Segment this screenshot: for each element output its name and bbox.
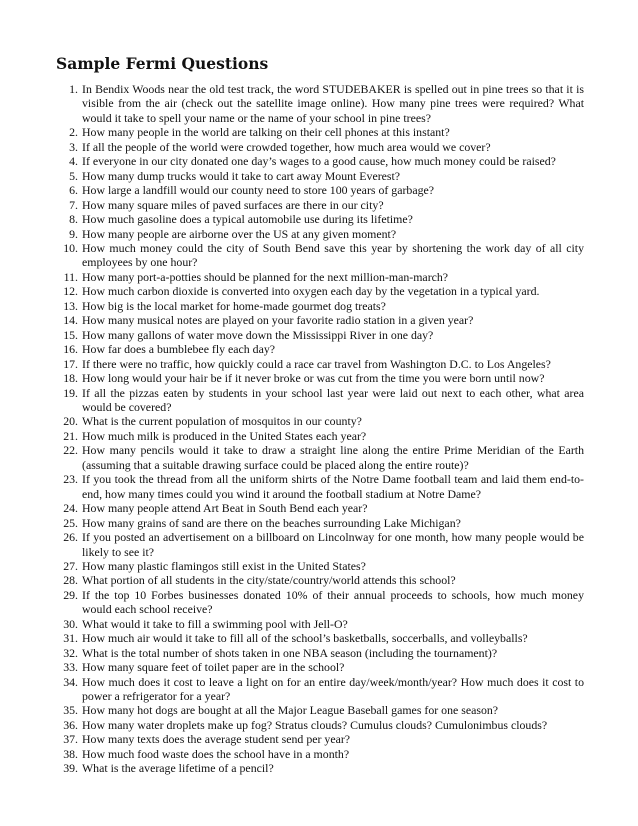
question-number: 17. <box>63 356 78 371</box>
question-text: How many people in the world are talking on their cell phones at this instant? <box>82 125 450 140</box>
question-text: How many square feet of toilet paper are in the school? <box>82 660 345 675</box>
question-item <box>56 501 584 515</box>
question-item <box>56 631 584 645</box>
question-item <box>56 617 584 631</box>
question-text: How much food waste does the school have in a month? <box>82 746 350 761</box>
document-title: Sample Fermi Questions <box>56 54 269 73</box>
question-number: 6. <box>69 183 78 198</box>
question-text: How many people attend Art Beat in South Bend each year? <box>82 501 368 516</box>
question-item <box>56 747 584 761</box>
question-item <box>56 198 584 212</box>
question-text: How much carbon dioxide is converted into oxygen each day by the vegetation in a typical yard. <box>82 284 540 299</box>
question-item <box>56 371 584 385</box>
question-item <box>56 342 584 356</box>
question-text: If all the people of the world were crowded together, how much area would we cover? <box>82 139 491 154</box>
question-text: How many people are airborne over the US at any given moment? <box>82 226 397 241</box>
question-text: How many square miles of paved surfaces are there in our city? <box>82 197 384 212</box>
question-item <box>56 530 584 559</box>
question-number: 10. <box>63 240 78 255</box>
question-number: 28. <box>63 573 78 588</box>
question-number: 19. <box>63 385 78 400</box>
question-text: How much gasoline does a typical automobile use during its lifetime? <box>82 212 413 227</box>
question-number: 27. <box>63 558 78 573</box>
question-number: 39. <box>63 761 78 776</box>
question-number: 37. <box>63 732 78 747</box>
question-number: 9. <box>69 226 78 241</box>
question-item <box>56 140 584 154</box>
question-number: 11. <box>63 269 78 284</box>
question-item <box>56 429 584 443</box>
question-item <box>56 761 584 775</box>
question-number: 32. <box>63 645 78 660</box>
question-text: How long would your hair be if it never broke or was cut from the time you were born until now? <box>82 371 545 386</box>
question-text: How much money could the city of South Bend save this year by shortening the work day of all city employees by one hour? <box>82 240 584 270</box>
question-item <box>56 443 584 472</box>
question-number: 18. <box>63 371 78 386</box>
question-text: What is the total number of shots taken in one NBA season (including the tournament)? <box>82 645 498 660</box>
question-item <box>56 414 584 428</box>
question-number: 26. <box>63 530 78 545</box>
question-item <box>56 270 584 284</box>
question-number: 16. <box>63 342 78 357</box>
question-number: 38. <box>63 746 78 761</box>
question-text: What portion of all students in the city/state/country/world attends this school? <box>82 573 456 588</box>
question-item <box>56 588 584 617</box>
question-text: What is the current population of mosquitos in our county? <box>82 414 362 429</box>
question-number: 23. <box>63 472 78 487</box>
question-text: If you posted an advertisement on a billboard on Lincolnway for one month, how many people would be likely to see it? <box>82 530 584 559</box>
question-item <box>56 328 584 342</box>
question-text: If all the pizzas eaten by students in your school last year were laid out next to each other, what area would be covered? <box>82 385 584 414</box>
question-list <box>56 82 584 776</box>
question-number: 33. <box>63 660 78 675</box>
question-item <box>56 183 584 197</box>
question-item <box>56 82 584 125</box>
question-text: If the top 10 Forbes businesses donated 10% of their annual proceeds to schools, how much money would each school receive? <box>82 587 584 617</box>
question-number: 34. <box>63 674 78 689</box>
question-item <box>56 559 584 573</box>
question-text: What would it take to fill a swimming pool with Jell-O? <box>82 616 348 631</box>
question-number: 14. <box>63 313 78 328</box>
question-number: 30. <box>63 616 78 631</box>
question-item <box>56 660 584 674</box>
question-item <box>56 646 584 660</box>
question-text: How many pencils would it take to draw a straight line along the entire Prime Meridian of the Earth (assuming that a suitable drawing surface could be placed along the entire route)? <box>82 443 584 472</box>
question-item <box>56 227 584 241</box>
question-item <box>56 386 584 415</box>
question-item <box>56 472 584 501</box>
question-item <box>56 313 584 327</box>
question-text: If there were no traffic, how quickly could a race car travel from Washington D.C. to Los Angeles? <box>82 356 551 371</box>
question-item <box>56 703 584 717</box>
question-text: How many gallons of water move down the Mississippi River in one day? <box>82 327 434 342</box>
question-item <box>56 675 584 704</box>
question-item <box>56 125 584 139</box>
question-number: 15. <box>63 327 78 342</box>
question-text: How much does it cost to leave a light on for an entire day/week/month/year? How much does it cost to power a refrigerator for a year? <box>82 674 584 704</box>
question-number: 12. <box>63 284 78 299</box>
question-item <box>56 284 584 298</box>
question-item <box>56 357 584 371</box>
question-item <box>56 299 584 313</box>
question-number: 4. <box>69 154 78 169</box>
question-number: 2. <box>69 125 78 140</box>
question-number: 29. <box>63 587 78 602</box>
question-number: 21. <box>63 428 78 443</box>
question-text: How much air would it take to fill all of the school’s basketballs, soccerballs, and volleyballs? <box>82 631 528 646</box>
question-text: How many hot dogs are bought at all the Major League Baseball games for one season? <box>82 703 499 718</box>
question-item <box>56 154 584 168</box>
question-number: 22. <box>63 443 78 458</box>
question-text: How many texts does the average student send per year? <box>82 732 351 747</box>
question-number: 20. <box>63 414 78 429</box>
question-text: How many musical notes are played on your favorite radio station in a given year? <box>82 313 474 328</box>
question-number: 8. <box>69 212 78 227</box>
question-text: How many water droplets make up fog? Stratus clouds? Cumulus clouds? Cumulonimbus clouds? <box>82 717 548 732</box>
question-item <box>56 241 584 270</box>
question-number: 36. <box>63 717 78 732</box>
question-item <box>56 732 584 746</box>
question-text: What is the average lifetime of a pencil? <box>82 761 274 776</box>
question-item <box>56 516 584 530</box>
question-text: How big is the local market for home-made gourmet dog treats? <box>82 298 386 313</box>
question-number: 3. <box>69 139 78 154</box>
question-text: How many dump trucks would it take to cart away Mount Everest? <box>82 168 401 183</box>
question-text: How far does a bumblebee fly each day? <box>82 342 276 357</box>
question-text: How much milk is produced in the United States each year? <box>82 428 367 443</box>
question-number: 35. <box>63 703 78 718</box>
question-number: 25. <box>63 515 78 530</box>
question-number: 1. <box>69 82 78 96</box>
question-number: 7. <box>69 197 78 212</box>
question-text: How many plastic flamingos still exist in the United States? <box>82 558 366 573</box>
question-text: If everyone in our city donated one day’s wages to a good cause, how much money could be raised? <box>82 154 556 169</box>
question-item <box>56 212 584 226</box>
question-text: How large a landfill would our county need to store 100 years of garbage? <box>82 183 435 198</box>
question-item <box>56 718 584 732</box>
question-number: 31. <box>63 631 78 646</box>
question-text: In Bendix Woods near the old test track, the word STUDEBAKER is spelled out in pine trees so that it is visible from the air (check out the satellite image online). How many pine trees were required? What would it take to spell your name or the name of your school in pine trees? <box>82 82 584 125</box>
question-item <box>56 169 584 183</box>
question-item <box>56 573 584 587</box>
question-number: 13. <box>63 298 78 313</box>
question-text: If you took the thread from all the uniform shirts of the Notre Dame football team and laid them end-to-end, how many times could you wind it around the football stadium at Notre Dame? <box>82 472 584 501</box>
question-text: How many port-a-potties should be planned for the next million-man-march? <box>82 269 449 284</box>
question-number: 24. <box>63 501 78 516</box>
question-text: How many grains of sand are there on the beaches surrounding Lake Michigan? <box>82 515 461 530</box>
question-number: 5. <box>69 168 78 183</box>
